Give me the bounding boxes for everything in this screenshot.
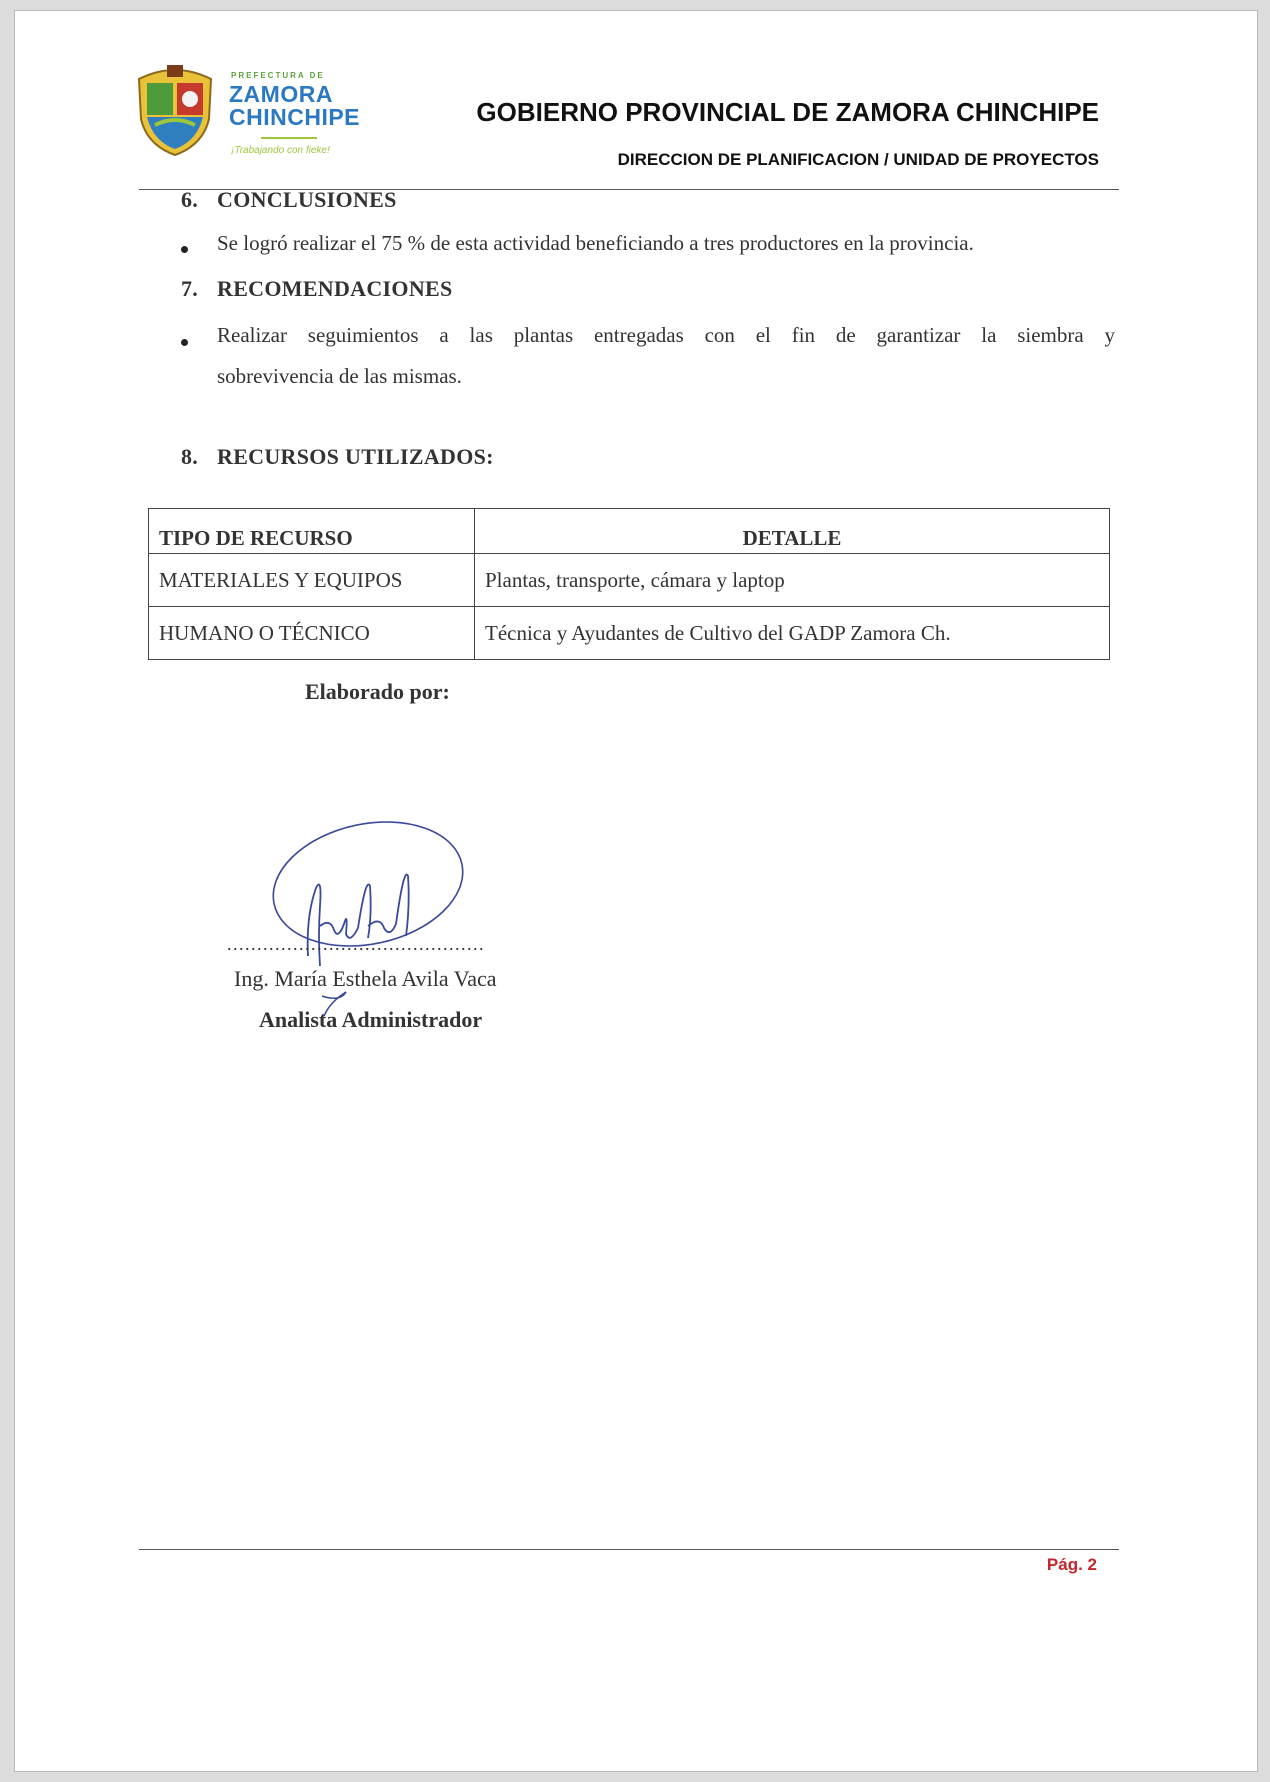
coat-of-arms-icon [133,59,217,159]
conclusion-bullet-text: Se logró realizar el 75 % de esta actividad beneficiando a tres productores en la provincia. [217,231,974,255]
table-row [149,554,1110,607]
document-page [14,10,1258,1772]
section-title: CONCLUSIONES [217,187,397,212]
logo-prefectura-text: PREFECTURA DE [231,71,325,80]
footer-divider [139,1549,1119,1550]
bullet-icon [181,339,188,346]
handwritten-signature [220,806,490,1026]
table-cell: MATERIALES Y EQUIPOS [149,554,475,607]
prefectura-logo [133,55,373,175]
column-header-tipo: TIPO DE RECURSO [149,509,475,554]
section-recursos-heading [181,444,494,470]
section-title: RECOMENDACIONES [217,276,453,301]
section-number: 8. [181,444,199,469]
logo-zamora-text: ZAMORA [229,81,333,107]
section-title: RECURSOS UTILIZADOS: [217,444,494,469]
table-cell: Plantas, transporte, cámara y laptop [475,554,1110,607]
section-recomendaciones-heading [181,276,453,302]
logo-chinchipe-text: CHINCHIPE [229,104,361,130]
bullet-icon [181,246,188,253]
prepared-by-label: Elaborado por: [305,679,450,704]
table-row [149,607,1110,660]
table-header-row [149,509,1110,554]
section-conclusiones-heading [181,187,397,213]
signer-title: Analista Administrador [259,1007,483,1032]
recommendation-bullet-line1: Realizar seguimientos a las plantas entregadas con el fin de garantizar la siembra y [217,323,1115,347]
organization-title: GOBIERNO PROVINCIAL DE ZAMORA CHINCHIPE [476,97,1099,127]
organization-subtitle: DIRECCION DE PLANIFICACION / UNIDAD DE PROYECTOS [617,150,1099,169]
logo-slogan: ¡Trabajando con fieke! [231,145,330,156]
page-number: Pág. 2 [1046,1555,1097,1574]
section-number: 7. [181,276,199,301]
recommendation-bullet-line2: sobrevivencia de las mismas. [217,364,462,388]
table-cell: Técnica y Ayudantes de Cultivo del GADP Zamora Ch. [475,607,1110,660]
section-number: 6. [181,187,199,212]
column-header-detalle: DETALLE [475,509,1110,554]
logo-divider [261,137,317,139]
resources-table [148,508,1110,660]
signature-line: ........................................... [227,934,485,954]
table-cell: HUMANO O TÉCNICO [149,607,475,660]
signer-name: Ing. María Esthela Avila Vaca [234,966,497,991]
